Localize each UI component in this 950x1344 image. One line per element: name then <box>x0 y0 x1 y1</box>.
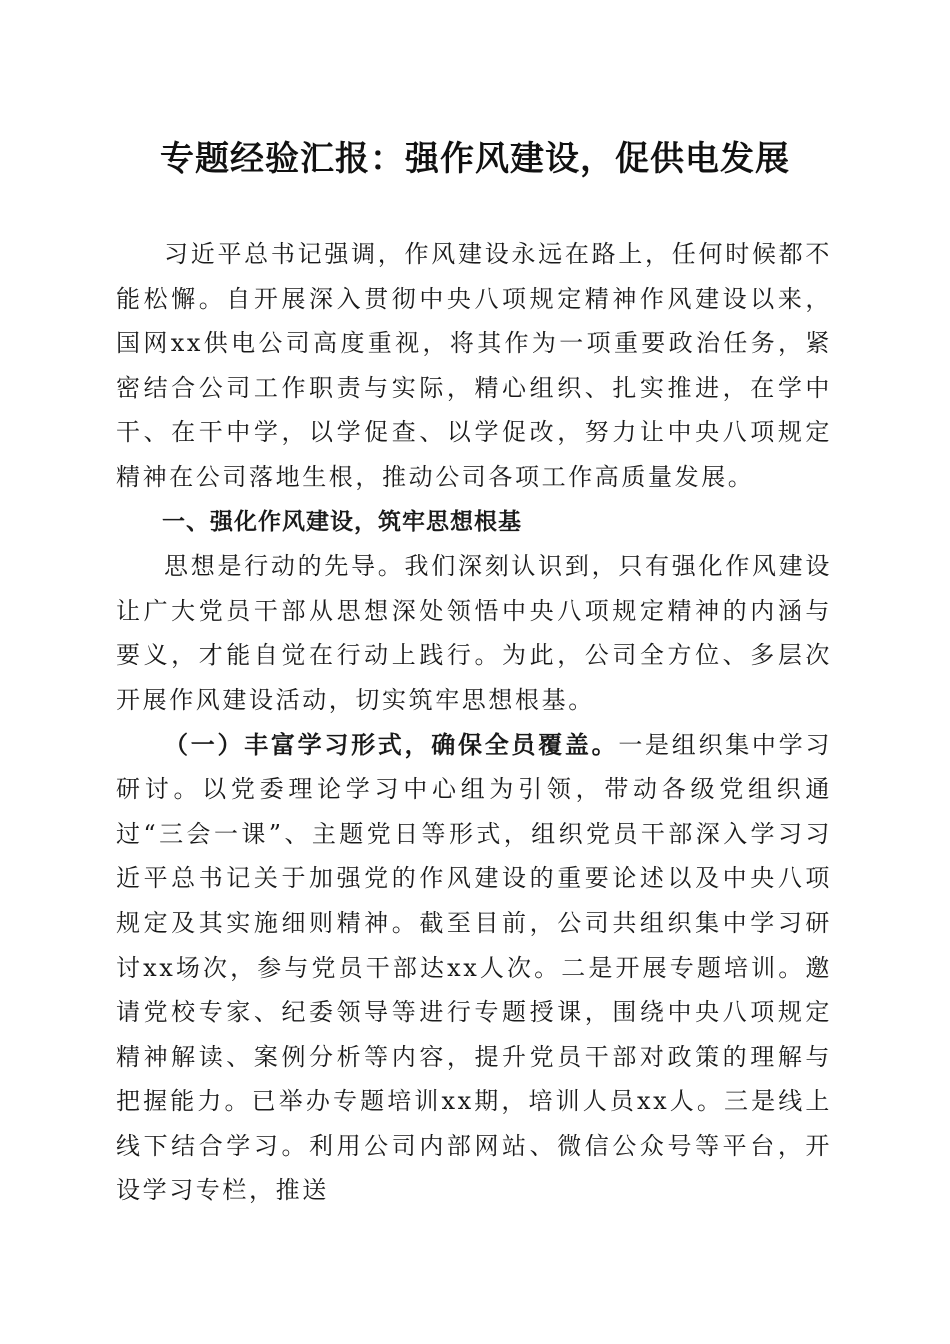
subsection-lead: （一）丰富学习形式，确保全员覆盖。 <box>164 729 619 759</box>
intro-paragraph: 习近平总书记强调，作风建设永远在路上，任何时候都不能松懈。自开展深入贯彻中央八项规定精神作风建设以来，国网xx供电公司高度重视，将其作为一项重要政治任务，紧密结合公司工作职责与实际，精心组织、扎实推进，在学中干、在干中学，以学促查、以学促改，努力让中央八项规定精神在公司落地生根，推动公司各项工作高质量发展。 <box>116 240 832 491</box>
section-paragraph: 思想是行动的先导。我们深刻认识到，只有强化作风建设让广大党员干部从思想深处领悟中央八项规定精神的内涵与要义，才能自觉在行动上践行。为此，公司全方位、多层次开展作风建设活动，切实筑牢思想根基。 <box>116 552 832 714</box>
document-title: 专题经验汇报：强作风建设，促供电发展 <box>160 139 790 179</box>
document-body <box>116 232 832 1213</box>
section-heading: 一、强化作风建设，筑牢思想根基 <box>162 508 522 535</box>
subsection-paragraph <box>116 723 832 1214</box>
subsection-text: 一是组织集中学习研讨。以党委理论学习中心组为引领，带动各级党组织通过“三会一课”、主题党日等形式，组织党员干部深入学习习近平总书记关于加强党的作风建设的重要论述以及中央八项规定及其实施细则精神。截至目前，公司共组织集中学习研讨xx场次，参与党员干部达xx人次。二是开展专题培训。邀请党校专家、纪委领导等进行专题授课，围绕中央八项规定精神解读、案例分析等内容，提升党员干部对政策的理解与把握能力。已举办专题培训xx期，培训人员xx人。三是线上线下结合学习。利用公司内部网站、微信公众号等平台，开设学习专栏，推送 <box>116 730 832 1205</box>
